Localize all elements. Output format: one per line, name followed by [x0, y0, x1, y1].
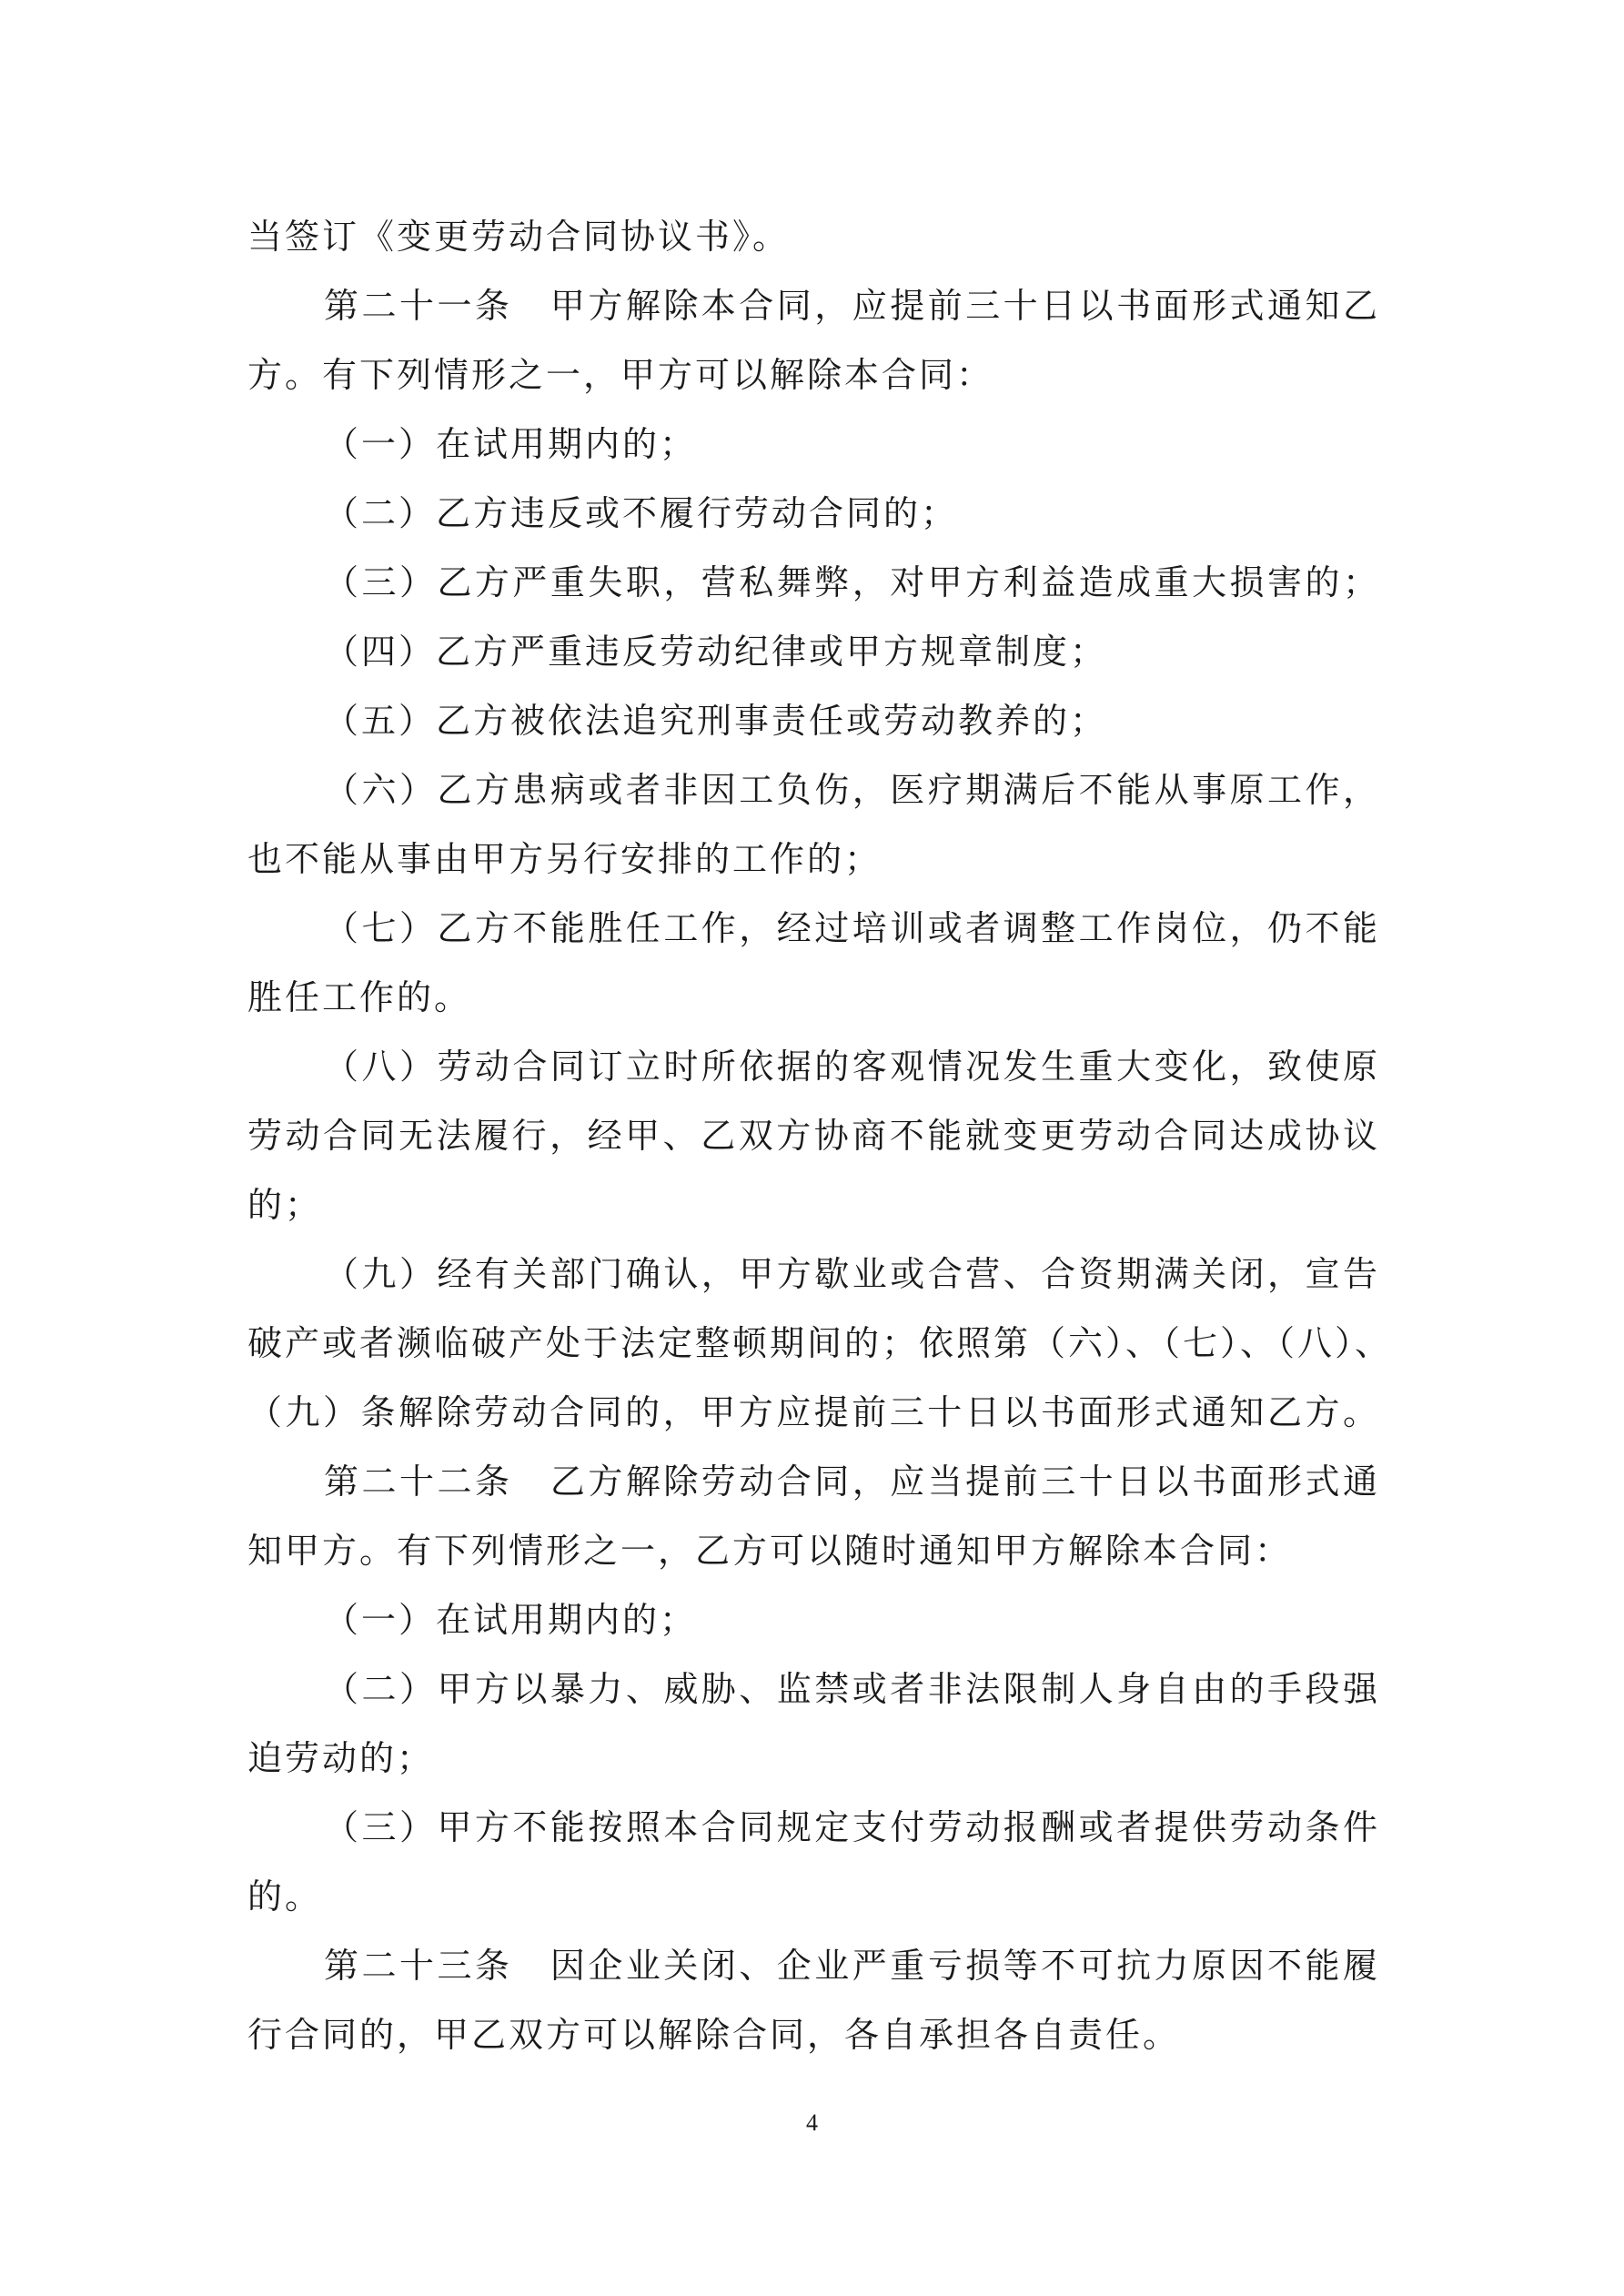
text-line: （九）经有关部门确认，甲方歇业或合营、合资期满关闭，宣告	[324, 1254, 1380, 1294]
document-body	[247, 202, 1393, 2069]
text-line: 第二十二条 乙方解除劳动合同，应当提前三十日以书面形式通	[324, 1462, 1380, 1502]
text-line: （七）乙方不能胜任工作，经过培训或者调整工作岗位，仍不能	[324, 908, 1380, 948]
text-line: （九）条解除劳动合同的，甲方应提前三十日以书面形式通知乙方。	[247, 1392, 1380, 1432]
text-line: 破产或者濒临破产处于法定整顿期间的；依照第（六）、（七）、（八）、	[247, 1323, 1393, 1363]
text-line: 的。	[247, 1876, 323, 1917]
text-line: （六）乙方患病或者非因工负伤，医疗期满后不能从事原工作，	[324, 770, 1380, 810]
text-line: 迫劳动的；	[247, 1738, 435, 1778]
text-line: 劳动合同无法履行，经甲、乙双方协商不能就变更劳动合同达成协议	[247, 1116, 1380, 1156]
text-line: 知甲方。有下列情形之一，乙方可以随时通知甲方解除本合同：	[247, 1531, 1293, 1571]
page-number: 4	[806, 2109, 818, 2136]
text-line: （二）乙方违反或不履行劳动合同的；	[324, 493, 959, 533]
text-line: （八）劳动合同订立时所依据的客观情况发生重大变化，致使原	[324, 1047, 1380, 1087]
text-line: 第二十一条 甲方解除本合同，应提前三十日以书面形式通知乙	[324, 286, 1380, 326]
text-line: 胜任工作的。	[247, 977, 472, 1017]
text-line: 也不能从事由甲方另行安排的工作的；	[247, 839, 883, 879]
text-line: （三）甲方不能按照本合同规定支付劳动报酬或者提供劳动条件	[324, 1807, 1380, 1847]
text-line: （四）乙方严重违反劳动纪律或甲方规章制度；	[324, 632, 1108, 672]
text-line: 方。有下列情形之一，甲方可以解除本合同：	[247, 355, 994, 395]
text-line: （一）在试用期内的；	[324, 424, 698, 464]
text-line: 的；	[247, 1185, 323, 1225]
text-line: 当签订《变更劳动合同协议书》。	[247, 217, 791, 257]
text-line: （二）甲方以暴力、威胁、监禁或者非法限制人身自由的手段强	[324, 1669, 1380, 1709]
text-line: 第二十三条 因企业关闭、企业严重亏损等不可抗力原因不能履	[324, 1946, 1380, 1986]
text-line: 行合同的，甲乙双方可以解除合同，各自承担各自责任。	[247, 2015, 1181, 2055]
text-line: （五）乙方被依法追究刑事责任或劳动教养的；	[324, 701, 1108, 741]
text-line: （一）在试用期内的；	[324, 1600, 698, 1640]
text-line: （三）乙方严重失职，营私舞弊，对甲方利益造成重大损害的；	[324, 562, 1380, 602]
